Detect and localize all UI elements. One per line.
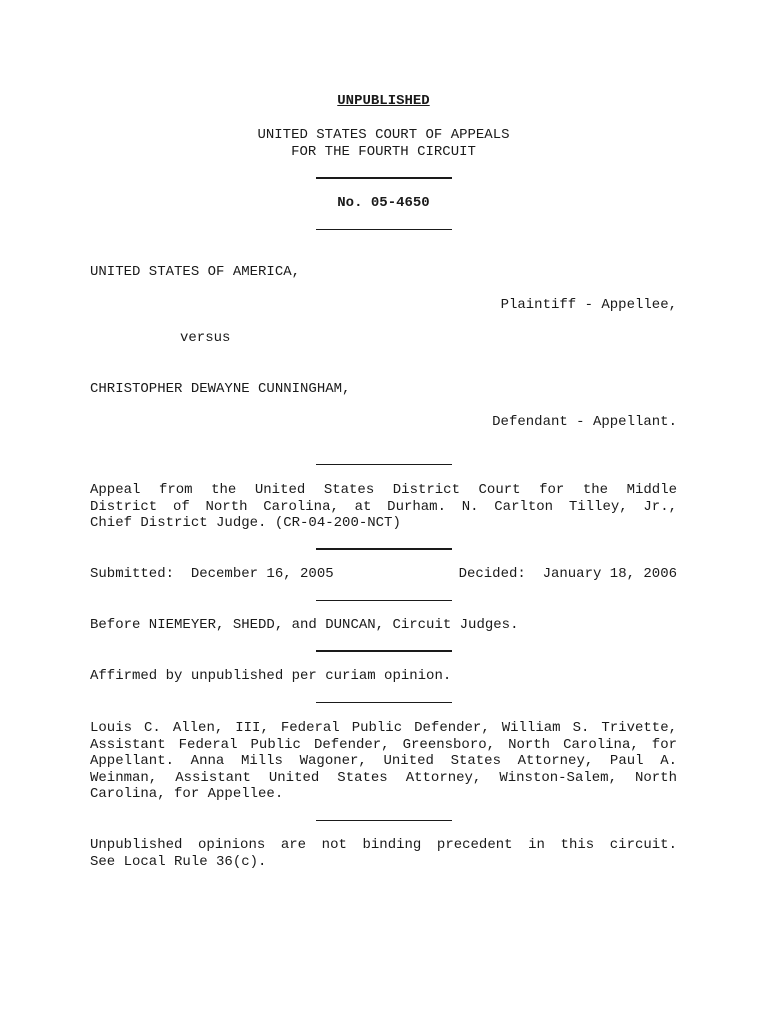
versus-label: versus [180, 330, 231, 346]
plaintiff-name: UNITED STATES OF AMERICA, [90, 264, 301, 280]
panel-judges: Before NIEMEYER, SHEDD, and DUNCAN, Circuit Judges. [90, 617, 519, 633]
court-name-line1: UNITED STATES COURT OF APPEALS [257, 127, 510, 143]
notice-line: See Local Rule 36(c). [90, 853, 267, 870]
counsel-line: Appellant. Anna Mills Wagoner, United States Attorney, Paul A. [90, 753, 677, 769]
counsel-paragraph [90, 720, 677, 803]
divider-rule [316, 702, 452, 703]
counsel-line: Weinman, Assistant United States Attorney, Winston-Salem, North [90, 769, 677, 786]
dates-row [90, 566, 677, 582]
divider-rule [316, 650, 452, 652]
divider-rule [316, 464, 452, 465]
decided-date: Decided: January 18, 2006 [458, 566, 677, 582]
notice-line: Unpublished opinions are not binding precedent in this circuit. [90, 837, 677, 853]
submitted-date: Submitted: December 16, 2005 [90, 566, 334, 582]
precedent-notice [90, 837, 677, 870]
counsel-line: Carolina, for Appellee. [90, 786, 284, 802]
disposition: Affirmed by unpublished per curiam opinion. [90, 668, 452, 684]
divider-rule [316, 229, 452, 230]
counsel-line: Assistant Federal Public Defender, Greensboro, North Carolina, for [90, 736, 677, 753]
appeal-line: District of North Carolina, at Durham. N. Carlton Tilley, Jr., [90, 498, 677, 515]
counsel-line: Louis C. Allen, III, Federal Public Defender, William S. Trivette, [90, 720, 677, 736]
appeal-line: Chief District Judge. (CR-04-200-NCT) [90, 515, 401, 531]
divider-rule [316, 177, 452, 179]
defendant-name: CHRISTOPHER DEWAYNE CUNNINGHAM, [90, 381, 351, 397]
divider-rule [316, 548, 452, 550]
court-name-line2: FOR THE FOURTH CIRCUIT [291, 144, 476, 160]
divider-rule [316, 600, 452, 601]
appeal-paragraph [90, 482, 677, 532]
divider-rule [316, 820, 452, 821]
case-number: No. 05-4650 [337, 195, 430, 211]
defendant-role: Defendant - Appellant. [492, 414, 677, 430]
appeal-line: Appeal from the United States District Court for the Middle [90, 482, 677, 498]
plaintiff-role: Plaintiff - Appellee, [500, 297, 677, 313]
unpublished-heading: UNPUBLISHED [337, 93, 430, 109]
